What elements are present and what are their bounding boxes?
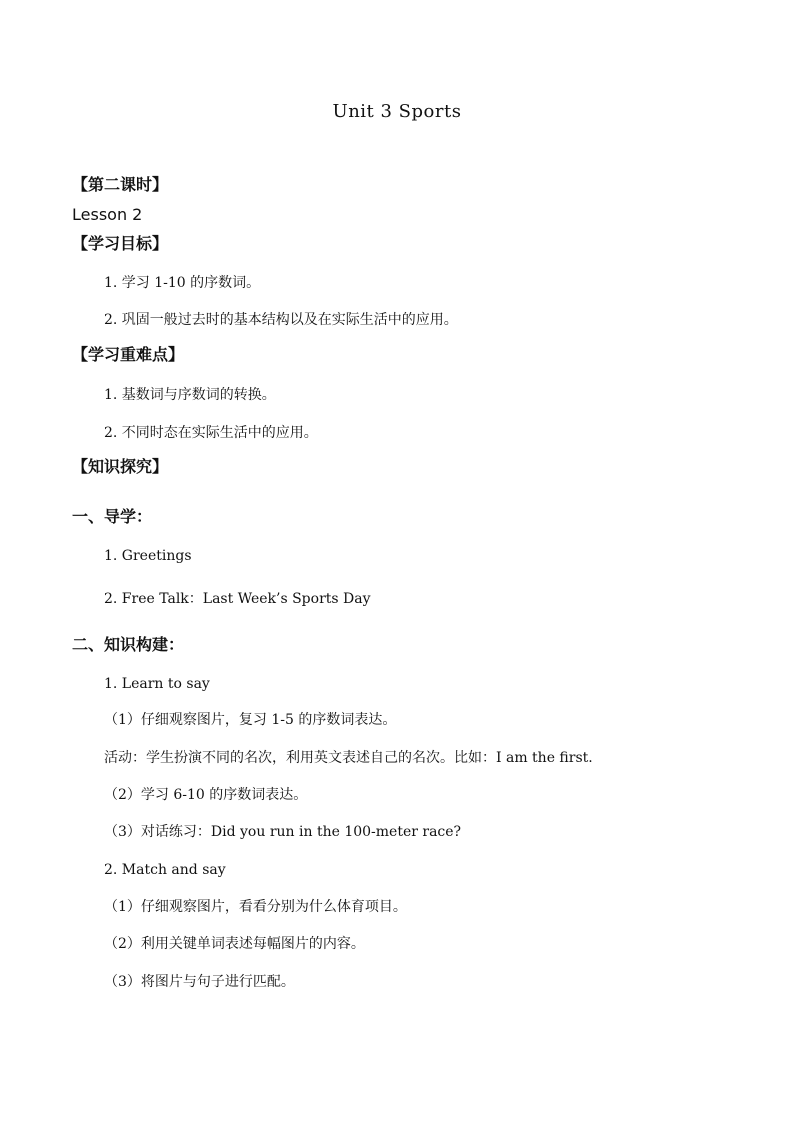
construction-sub-2: （2）学习 6-10 的序数词表达。 [104,787,308,803]
difficulties-heading: 【学习重难点】 [72,345,185,364]
construction-sub-1: （1）仔细观察图片，复习 1-5 的序数词表达。 [104,712,397,728]
guide-item-2: 2. Free Talk：Last Week’s Sports Day [104,591,371,607]
construction-sub-5: （2）利用关键单词表述每幅图片的内容。 [104,936,365,952]
page-title: Unit 3 Sports [332,101,462,122]
construction-heading: 二、知识构建： [72,635,185,654]
construction-item-2: 2. Match and say [104,862,226,878]
construction-sub-3: （3）对话练习：Did you run in the 100-meter race? [104,824,462,840]
construction-item-1: 1. Learn to say [104,676,210,692]
lesson-label: Lesson 2 [72,205,143,224]
period-heading: 【第二课时】 [72,175,169,194]
construction-activity: 活动：学生扮演不同的名次，利用英文表述自己的名次。比如：I am the first. [104,750,593,766]
difficulty-item-2: 2. 不同时态在实际生活中的应用。 [104,425,318,441]
objectives-heading: 【学习目标】 [72,234,169,253]
guide-item-1: 1. Greetings [104,548,192,564]
construction-sub-4: （1）仔细观察图片，看看分别为什么体育项目。 [104,899,407,915]
construction-sub-6: （3）将图片与句子进行匹配。 [104,974,295,990]
guide-heading: 一、导学： [72,507,153,526]
objective-item-2: 2. 巩固一般过去时的基本结构以及在实际生活中的应用。 [104,312,458,328]
objective-item-1: 1. 学习 1-10 的序数词。 [104,275,261,291]
difficulty-item-1: 1. 基数词与序数词的转换。 [104,387,276,403]
exploration-heading: 【知识探究】 [72,457,169,476]
